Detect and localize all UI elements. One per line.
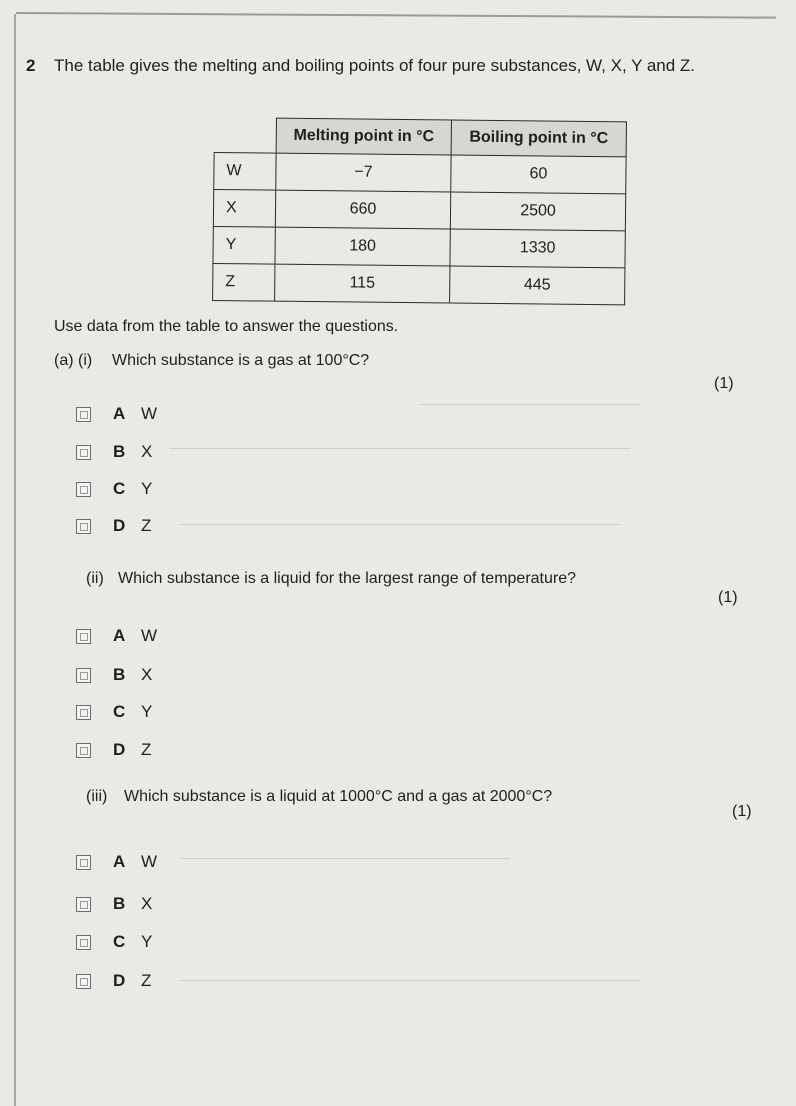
part-a-i-label: (a) (i) xyxy=(54,352,93,369)
option-text: X xyxy=(141,665,153,684)
option-text: W xyxy=(141,404,158,423)
checkbox[interactable] xyxy=(76,407,91,422)
answer-option[interactable] xyxy=(76,894,152,914)
checkbox[interactable] xyxy=(76,668,91,683)
row-substance: X xyxy=(213,190,275,228)
bleed-line xyxy=(180,858,510,859)
checkbox[interactable] xyxy=(76,897,91,912)
table-row xyxy=(213,226,625,267)
option-letter: A xyxy=(113,626,126,645)
option-letter: D xyxy=(113,516,126,535)
part-a-ii-marks: (1) xyxy=(718,589,738,606)
option-text: Z xyxy=(141,971,152,990)
row-melting: 660 xyxy=(275,190,450,229)
part-a-i-question: Which substance is a gas at 100°C? xyxy=(112,352,370,369)
part-a-iii-label: (iii) xyxy=(86,788,108,805)
header-boiling: Boiling point in °C xyxy=(451,120,626,157)
option-text: X xyxy=(141,442,153,461)
bleed-line xyxy=(170,448,630,449)
bleed-line xyxy=(420,404,640,405)
row-boiling: 1330 xyxy=(450,229,625,268)
option-letter: C xyxy=(113,932,126,951)
answer-option[interactable] xyxy=(76,740,151,760)
checkbox[interactable] xyxy=(76,519,91,534)
option-text: Z xyxy=(141,516,152,535)
properties-table xyxy=(212,117,627,305)
instructions: Use data from the table to answer the questions. xyxy=(54,318,399,335)
question-number: 2 xyxy=(26,56,36,75)
option-text: Z xyxy=(141,740,152,759)
row-boiling: 2500 xyxy=(450,192,625,231)
answer-option[interactable] xyxy=(76,971,151,991)
checkbox[interactable] xyxy=(76,855,91,870)
option-text: Y xyxy=(141,702,153,721)
answer-option[interactable] xyxy=(76,852,157,872)
checkbox[interactable] xyxy=(76,482,91,497)
part-a-ii-question: Which substance is a liquid for the largest range of temperature? xyxy=(118,570,577,587)
part-a-ii-label: (ii) xyxy=(86,570,104,587)
option-letter: B xyxy=(113,665,126,684)
page-left-border xyxy=(14,14,16,1106)
option-letter: C xyxy=(113,479,126,498)
row-substance: Z xyxy=(213,263,275,301)
checkbox[interactable] xyxy=(76,629,91,644)
checkbox[interactable] xyxy=(76,974,91,989)
option-letter: A xyxy=(113,404,126,423)
part-a-i-marks: (1) xyxy=(714,375,734,392)
row-substance: Y xyxy=(213,226,275,264)
checkbox[interactable] xyxy=(76,445,91,460)
answer-option[interactable] xyxy=(76,702,152,722)
answer-option[interactable] xyxy=(76,442,152,462)
checkbox[interactable] xyxy=(76,935,91,950)
question-stem: The table gives the melting and boiling points of four pure substances, W, X, Y and Z. xyxy=(54,56,696,75)
table-header-row xyxy=(214,118,626,157)
answer-option[interactable] xyxy=(76,479,152,499)
row-melting: −7 xyxy=(276,153,451,192)
table-row xyxy=(213,190,625,231)
table-row xyxy=(213,263,625,304)
part-a-iii-question: Which substance is a liquid at 1000°C and a gas at 2000°C? xyxy=(124,788,553,805)
page-top-border xyxy=(16,12,776,19)
checkbox[interactable] xyxy=(76,705,91,720)
bleed-line xyxy=(180,524,620,525)
table-row xyxy=(214,153,626,194)
table-corner xyxy=(214,118,276,154)
option-letter: B xyxy=(113,894,126,913)
option-text: W xyxy=(141,852,158,871)
row-boiling: 445 xyxy=(450,266,625,305)
answer-option[interactable] xyxy=(76,665,152,685)
header-melting: Melting point in °C xyxy=(276,118,451,155)
option-text: Y xyxy=(141,479,153,498)
option-letter: B xyxy=(113,442,126,461)
row-melting: 115 xyxy=(275,264,450,303)
answer-option[interactable] xyxy=(76,932,152,952)
row-melting: 180 xyxy=(275,227,450,266)
option-text: W xyxy=(141,626,158,645)
option-letter: C xyxy=(113,702,126,721)
answer-option[interactable] xyxy=(76,404,157,424)
answer-option[interactable] xyxy=(76,516,151,536)
option-text: Y xyxy=(141,932,153,951)
checkbox[interactable] xyxy=(76,743,91,758)
row-boiling: 60 xyxy=(451,155,626,194)
option-text: X xyxy=(141,894,153,913)
bleed-line xyxy=(180,980,640,981)
option-letter: D xyxy=(113,740,126,759)
answer-option[interactable] xyxy=(76,626,157,646)
row-substance: W xyxy=(214,153,276,191)
part-a-iii-marks: (1) xyxy=(732,803,752,820)
option-letter: A xyxy=(113,852,126,871)
option-letter: D xyxy=(113,971,126,990)
